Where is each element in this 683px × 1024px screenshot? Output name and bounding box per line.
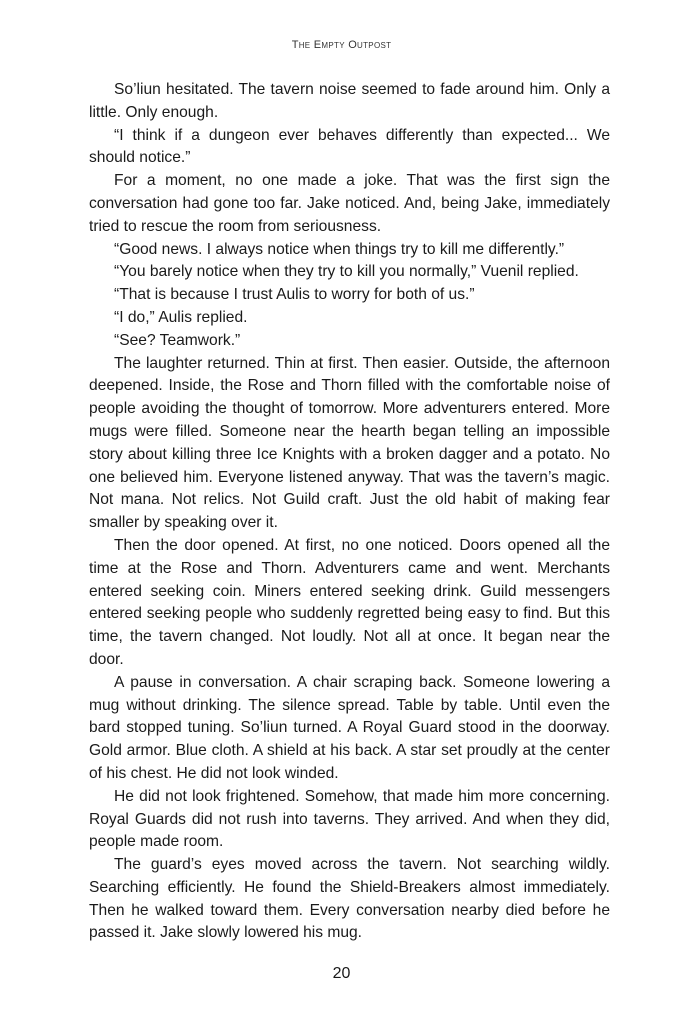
paragraph: “You barely notice when they try to kill you normally,” Vuenil replied. <box>114 263 579 281</box>
paragraph: “That is because I trust Aulis to worry for both of us.” <box>114 286 475 304</box>
paragraph: “Good news. I always notice when things try to kill me differently.” <box>114 240 565 258</box>
paragraph: The guard’s eyes moved across the tavern. Not searching wildly. Searching efficiently. He found the Shield-Breakers almost immediately. Then he walked toward them. Every conversation nearby died before he passed it. Jake slowly lowered his mug. <box>89 856 610 942</box>
paragraph: Then the door opened. At first, no one noticed. Doors opened all the time at the Rose and Thorn. Adventurers came and went. Merchants entered seeking coin. Miners entered seeking drink. Guild messengers entered seeking people who suddenly regretted being easy to find. But this time, the tavern changed. Not loudly. Not all at once. It began near the door. <box>89 536 610 668</box>
body-text <box>89 79 610 945</box>
paragraph: “See? Teamwork.” <box>114 331 241 349</box>
paragraph: For a moment, no one made a joke. That was the first sign the conversation had gone too far. Jake noticed. And, being Jake, immediately tried to rescue the room from seriousness. <box>89 172 610 235</box>
paragraph: The laughter returned. Thin at first. Then easier. Outside, the afternoon deepened. Inside, the Rose and Thorn filled with the comfortable noise of people avoiding the thought of tomorrow. More adventurers entered. More mugs were filled. Someone near the hearth began telling an impossible story about killing three Ice Knights with a broken dagger and a potato. No one believed him. Everyone listened anyway. That was the tavern’s magic. Not mana. Not relics. Not Guild craft. Just the old habit of making fear smaller by speaking over it. <box>89 354 610 532</box>
paragraph: “I do,” Aulis replied. <box>114 308 248 326</box>
paragraph: “I think if a dungeon ever behaves differently than expected... We should notice.” <box>89 126 610 167</box>
paragraph: He did not look frightened. Somehow, that made him more concerning. Royal Guards did not rush into taverns. They arrived. And when they did, people made room. <box>89 787 610 851</box>
paragraph: A pause in conversation. A chair scraping back. Someone lowering a mug without drinking. The silence spread. Table by table. Until even the bard stopped tuning. So’liun turned. A Royal Guard stood in the doorway. Gold armor. Blue cloth. A shield at his back. A star set proudly at the center of his chest. He did not look winded. <box>89 673 610 782</box>
paragraph: So’liun hesitated. The tavern noise seemed to fade around him. Only a little. Only enough. <box>89 81 610 121</box>
running-header: The Empty Outpost <box>291 39 392 51</box>
page-number: 20 <box>332 965 351 982</box>
